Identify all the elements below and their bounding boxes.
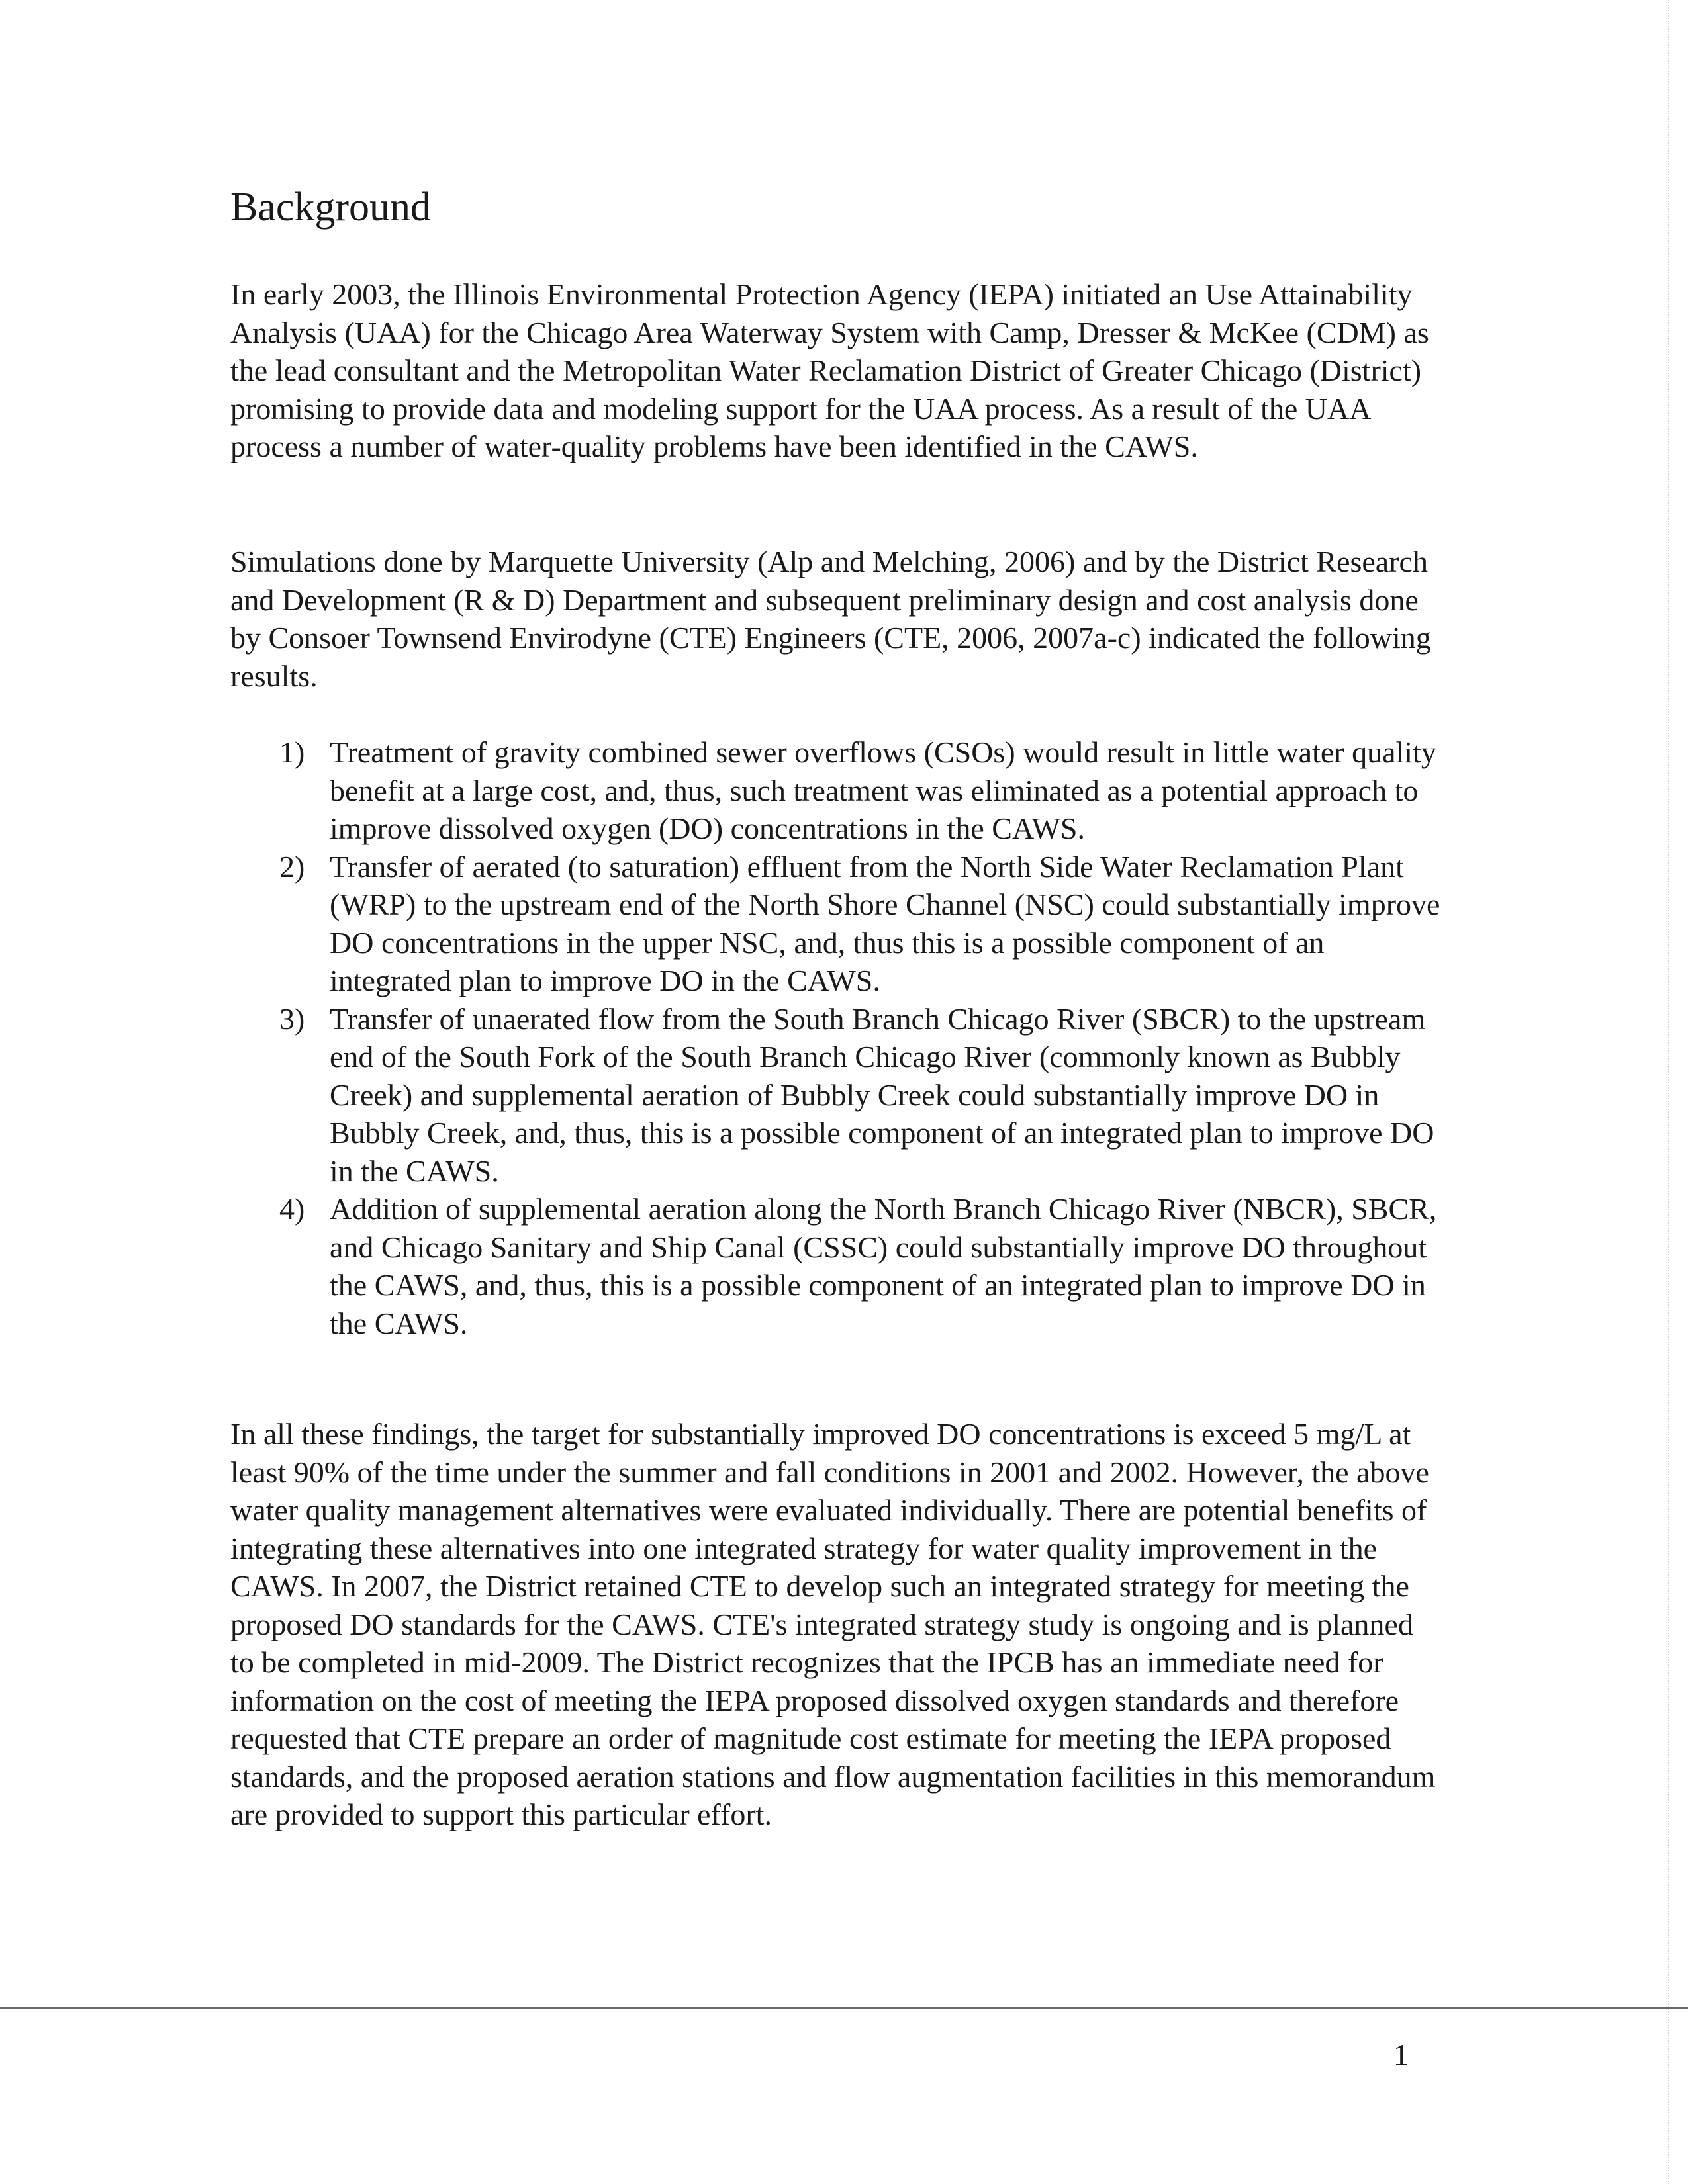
- finding-text: Treatment of gravity combined sewer overflows (CSOs) would result in little water quality benefit at a large cost, and, thus, such treatment was eliminated as a potential approach to improve dissolved oxygen (DO) concentrations in the CAWS.: [330, 735, 1436, 845]
- footer-divider: [0, 2007, 1688, 2009]
- finding-text: Addition of supplemental aeration along the North Branch Chicago River (NBCR), SBCR, and Chicago Sanitary and Ship Canal (CSSC) could substantially improve DO throughout the CAWS, and, thus, this is a possible component of an integrated plan to improve DO in the CAWS.: [330, 1192, 1437, 1340]
- finding-item: [230, 733, 1442, 848]
- section-heading: Background: [230, 185, 432, 230]
- finding-item: [230, 1190, 1442, 1342]
- findings-list: [230, 733, 1442, 1342]
- finding-text: Transfer of unaerated flow from the South Branch Chicago River (SBCR) to the upstream end of the South Fork of the South Branch Chicago River (commonly known as Bubbly Creek) and supplemental aeration of Bubbly Creek could substantially improve DO in Bubbly Creek, and, thus, this is a possible component of an integrated plan to improve DO in the CAWS.: [330, 1001, 1434, 1188]
- finding-number: 4): [279, 1192, 305, 1226]
- finding-number: 3): [279, 1001, 305, 1036]
- finding-item: [230, 848, 1442, 1000]
- intro-paragraph: In early 2003, the Illinois Environmental Protection Agency (IEPA) initiated an Use Attainability Analysis (UAA) for the Chicago Area Waterway System with Camp, Dresser & McKee (CDM) as the lead consultant and the Metropolitan Water Reclamation District of Greater Chicago (District) promising to provide data and modeling support for the UAA process. As a result of the UAA process a number of water-quality problems have been identified in the CAWS.: [230, 277, 1429, 463]
- page-number: 1: [1393, 2038, 1409, 2071]
- finding-item: [230, 1000, 1442, 1191]
- scan-edge-line: [1668, 0, 1669, 2184]
- finding-text: Transfer of aerated (to saturation) effluent from the North Side Water Reclamation Plant (WRP) to the upstream end of the North Shore Channel (NSC) could substantially improve DO concentrations in the upper NSC, and, thus this is a possible component of an integrated plan to improve DO in the CAWS.: [330, 849, 1440, 997]
- finding-number: 2): [279, 849, 305, 884]
- simulations-paragraph: Simulations done by Marquette University (Alp and Melching, 2006) and by the District Research and Development (R & D) Department and subsequent preliminary design and cost analysis done by Consoer Townsend Envirodyne (CTE) Engineers (CTE, 2006, 2007a-c) indicated the following results.: [230, 545, 1431, 693]
- findings-summary-paragraph: In all these findings, the target for substantially improved DO concentrations is exceed 5 mg/L at least 90% of the time under the summer and fall conditions in 2001 and 2002. However, the above water quality management alternatives were evaluated individually. There are potential benefits of integrating these alternatives into one integrated strategy for water quality improvement in the CAWS. In 2007, the District retained CTE to develop such an integrated strategy for meeting the proposed DO standards for the CAWS. CTE's integrated strategy study is ongoing and is planned to be completed in mid-2009. The District recognizes that the IPCB has an immediate need for information on the cost of meeting the IEPA proposed dissolved oxygen standards and therefore requested that CTE prepare an order of magnitude cost estimate for meeting the IEPA proposed standards, and the proposed aeration stations and flow augmentation facilities in this memorandum are provided to support this particular effort.: [230, 1417, 1436, 1831]
- finding-number: 1): [279, 735, 305, 769]
